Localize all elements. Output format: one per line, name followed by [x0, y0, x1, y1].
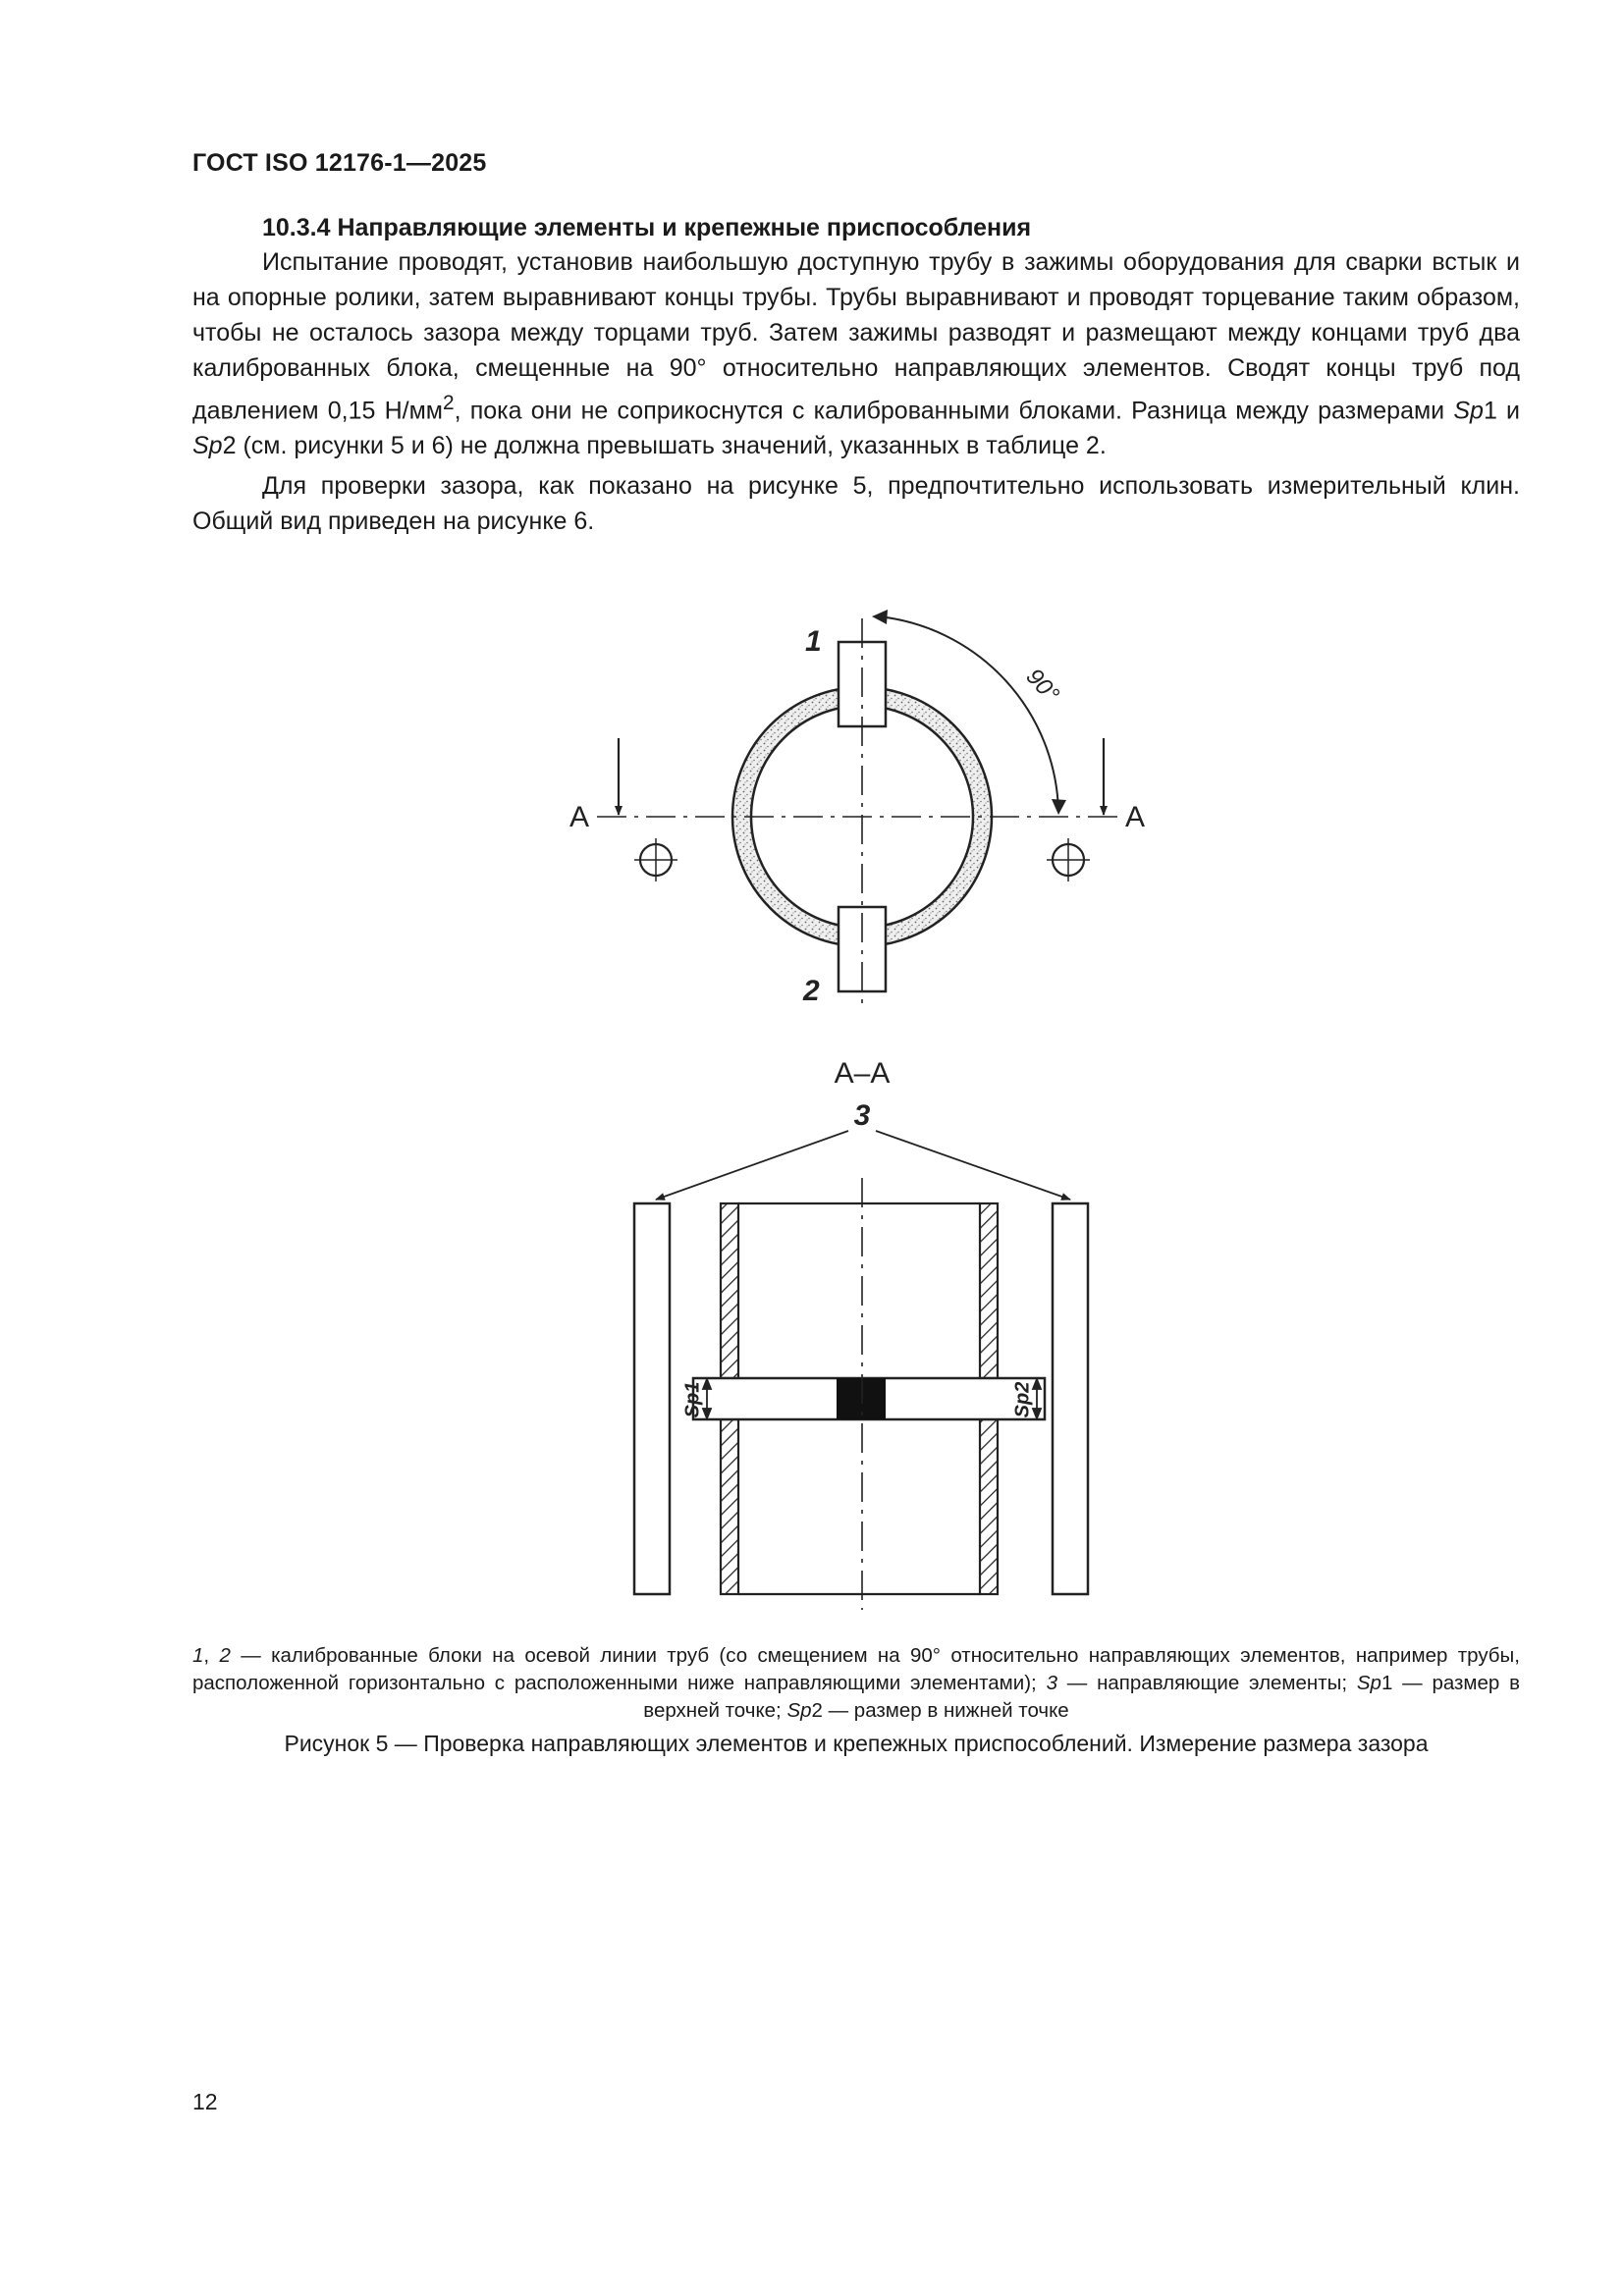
- para1-part-c: (см. рисунки 5 и 6) не должна превышать значений, указанных в таблице 2.: [236, 432, 1107, 460]
- leader-line-left: [656, 1131, 848, 1200]
- legend-num-3: 3: [1046, 1672, 1057, 1694]
- legend-sp1-text: 1 — размер в верхней точке;: [643, 1672, 1521, 1722]
- paragraph-test-procedure: [192, 244, 1520, 463]
- sp1-symbol: Sp: [1453, 397, 1484, 425]
- document-code: ГОСТ ISO 12176-1—2025: [192, 149, 487, 177]
- section-mark-right: A: [1125, 801, 1146, 833]
- sp1-label: Sp1: [681, 1381, 704, 1418]
- angle-arrowhead-start: [872, 610, 888, 624]
- pipe-upper-section: [721, 1203, 998, 1378]
- and-word: и: [1496, 397, 1521, 425]
- sp2-label: Sp2: [1011, 1381, 1034, 1418]
- guide-bar-left: [634, 1203, 670, 1594]
- figure-5-diagram: [0, 589, 1624, 1639]
- para1-part-b: , пока они не соприкоснутся с калиброванными блоками. Разница между размерами: [454, 397, 1454, 425]
- guide-element-right: [1047, 838, 1090, 881]
- label-block-2: 2: [803, 975, 820, 1007]
- label-guide-elements: 3: [853, 1099, 871, 1132]
- page-number: 12: [192, 2089, 218, 2114]
- label-block-1: 1: [805, 625, 822, 658]
- section-mark-left: A: [569, 801, 590, 833]
- legend-sp2-text: 2 — размер в нижней точке: [811, 1699, 1069, 1722]
- legend-num-1: 1: [192, 1644, 204, 1667]
- section-10-3-4: [192, 211, 1520, 539]
- pipe-lower-section: [721, 1419, 998, 1594]
- leader-line-right: [876, 1131, 1070, 1200]
- sp2-symbol: Sp: [192, 432, 223, 460]
- section-title: A–A: [834, 1057, 891, 1090]
- angle-arrowhead-end: [1052, 799, 1066, 815]
- guide-bar-right: [1053, 1203, 1088, 1594]
- angle-label: 90°: [1020, 663, 1064, 708]
- section-heading: 10.3.4 Направляющие элементы и крепежные приспособления: [262, 214, 1032, 241]
- legend-text-guides: — направляющие элементы;: [1056, 1672, 1357, 1694]
- para1-superscript: 2: [442, 392, 455, 414]
- figure-caption: Рисунок 5 — Проверка направляющих элементов и крепежных приспособлений. Измерение размера зазора: [284, 1731, 1429, 1756]
- legend-sp2-symbol: Sp: [786, 1699, 812, 1722]
- legend-sep: ,: [203, 1644, 220, 1667]
- paragraph-gap-check: Для проверки зазора, как показано на рисунке 5, предпочтительно использовать измерительный клин. Общий вид приведен на рисунке 6.: [192, 472, 1520, 536]
- sp1-index: 1: [1483, 397, 1497, 425]
- sp2-index: 2: [222, 432, 237, 460]
- guide-element-left: [634, 838, 677, 881]
- legend-text-blocks: — калиброванные блоки на осевой линии труб (со смещением на 90° относительно направляющих элементов, например трубы, расположенной горизонтально с расположенными ниже направляющими элементами);: [192, 1644, 1520, 1694]
- legend-sp1-symbol: Sp: [1356, 1672, 1381, 1694]
- legend-num-2: 2: [219, 1644, 231, 1667]
- figure-legend: [192, 1642, 1520, 1725]
- calibrated-block-section: [837, 1378, 886, 1419]
- para1-part-a: Испытание проводят, установив наибольшую доступную трубу в зажимы оборудования для сварки встык и на опорные ролики, затем выравнивают концы трубы. Трубы выравнивают и проводят торцевание таким образом, чтобы не осталось зазора между торцами труб. Затем зажимы разводят и размещают между концами труб два калиброванных блока, смещенные на 90° относительно направляющих элементов. Сводят концы труб под давлением 0,15 Н/мм: [192, 248, 1520, 425]
